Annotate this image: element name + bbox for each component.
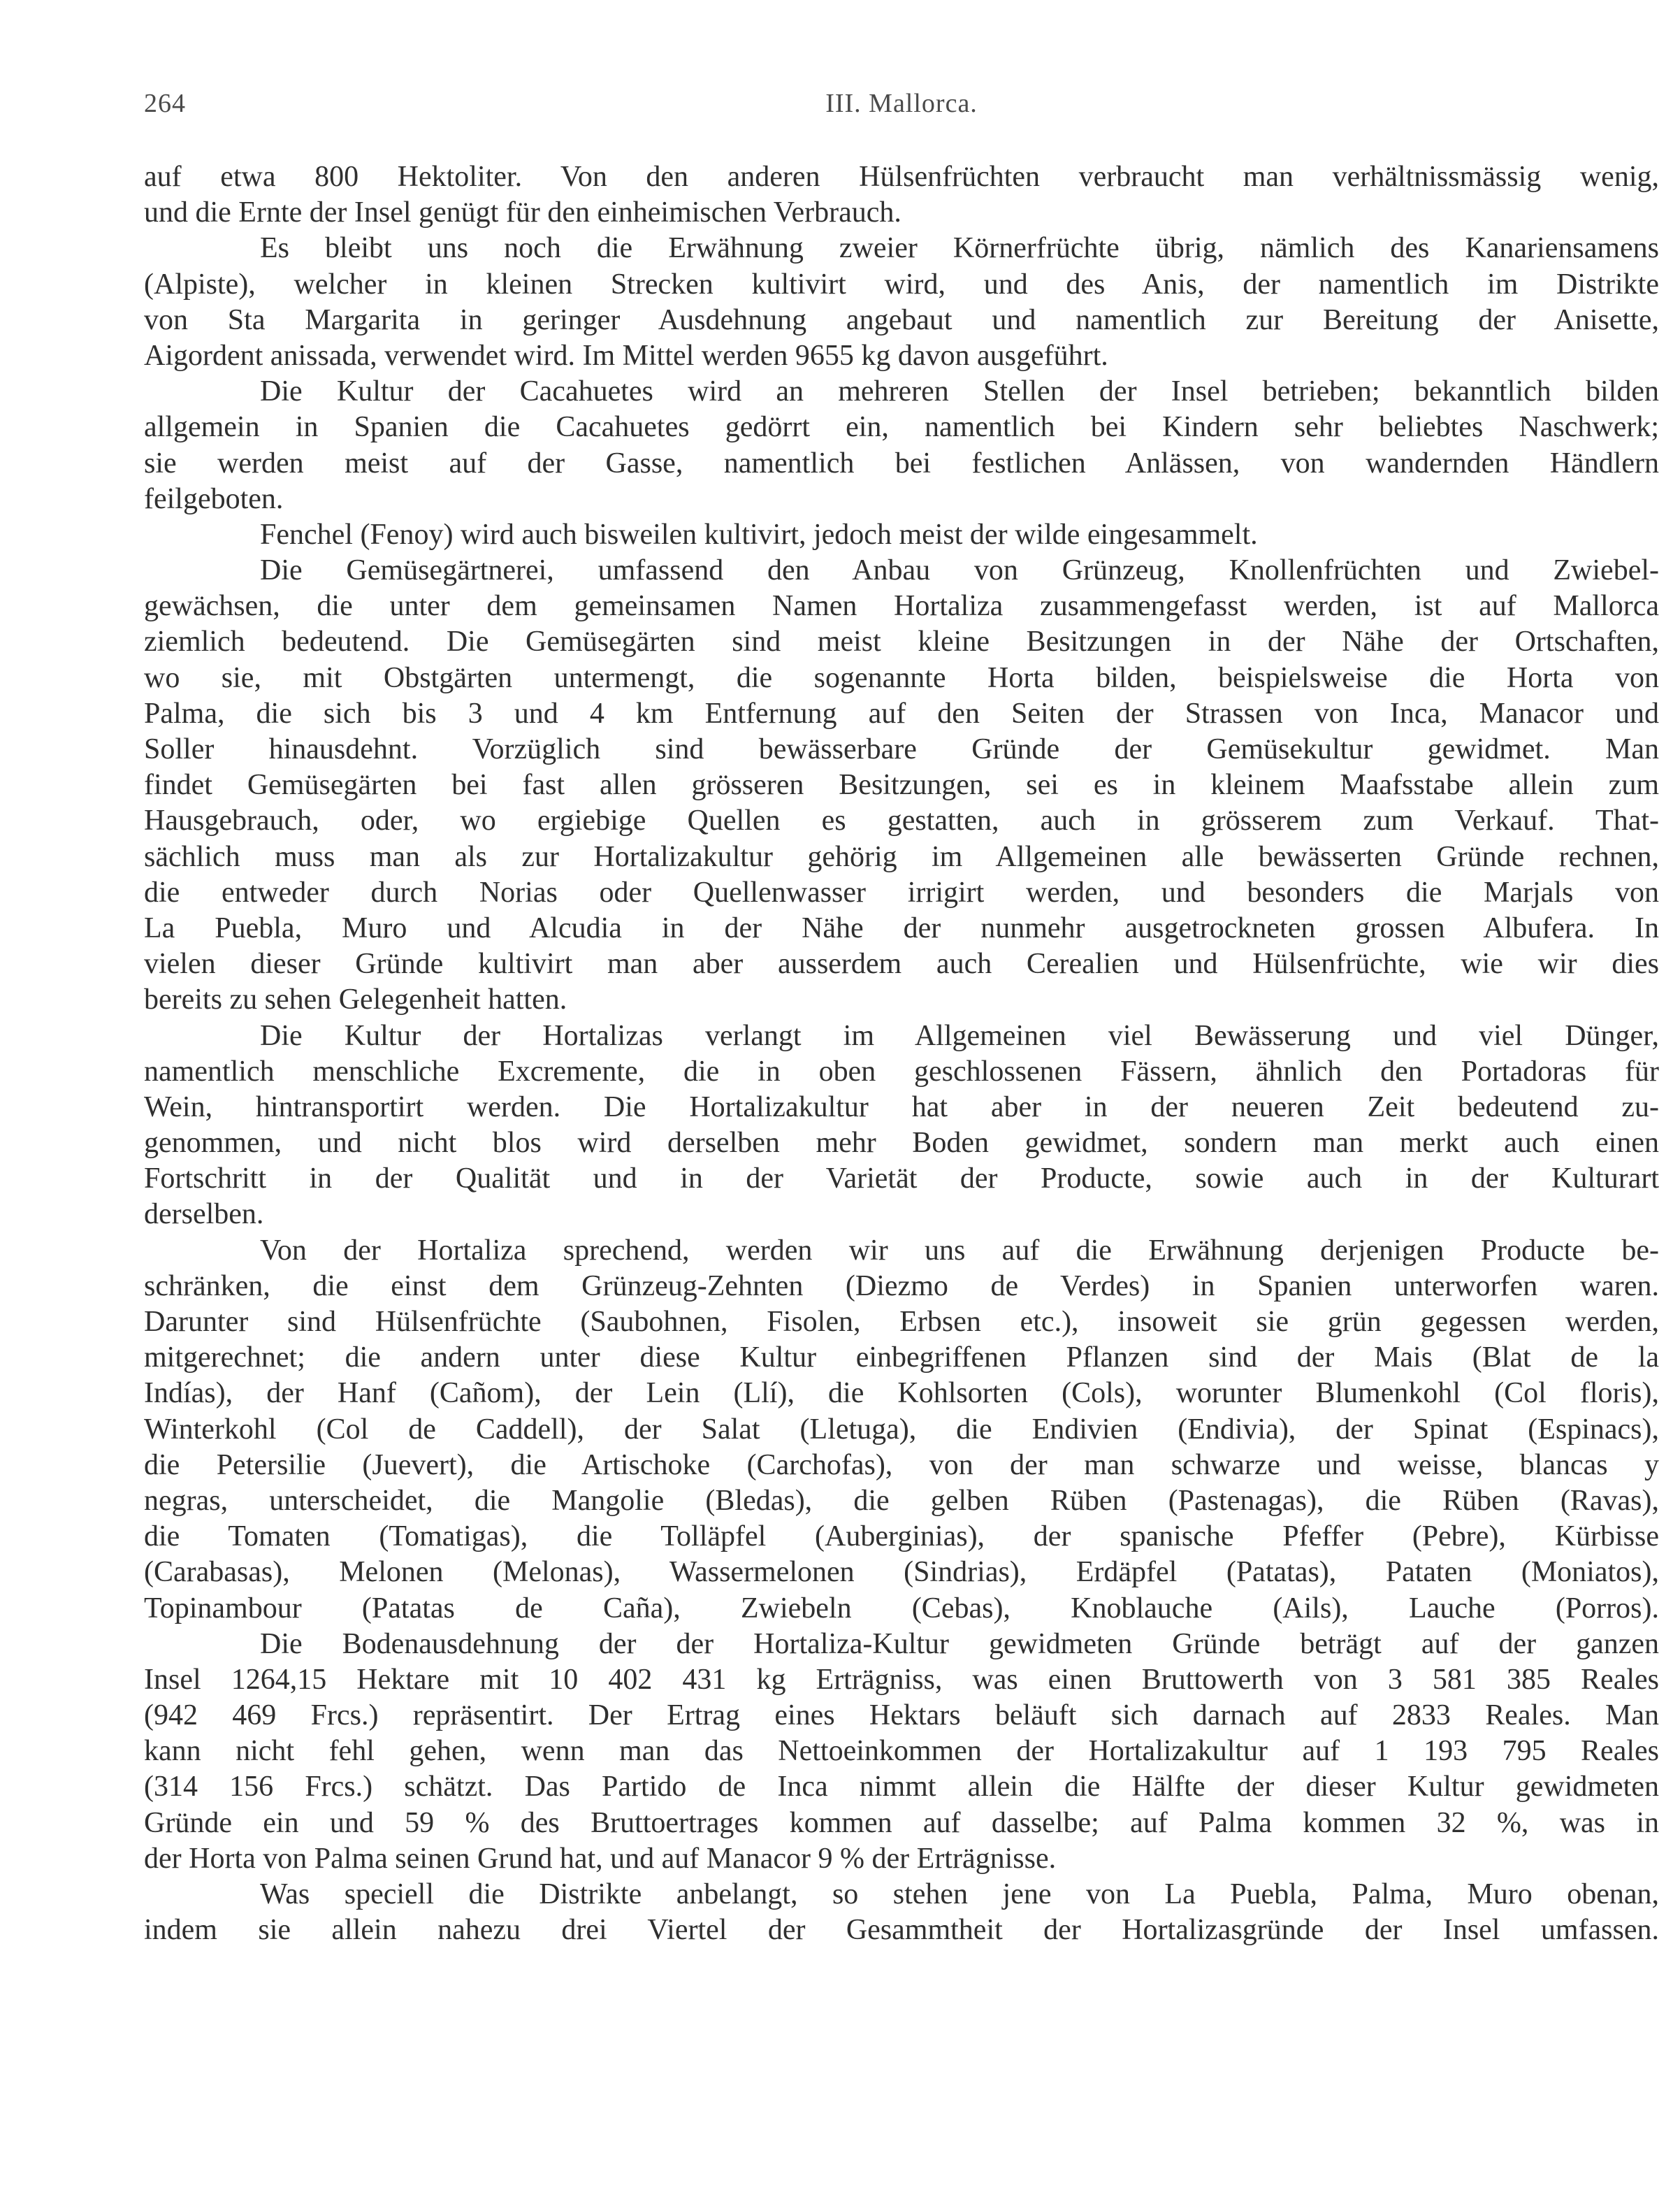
text-line: genommen, und nicht blos wird derselben mehr Boden gewidmet, sondern man merkt auch einen	[144, 1127, 1659, 1160]
text-line: auf etwa 800 Hektoliter. Von den anderen Hülsenfrüchten verbraucht man verhältnissmässig wenig,	[144, 161, 1659, 193]
text-line: mitgerechnet; die andern unter diese Kultur einbegriffenen Pflanzen sind der Mais (Blat de la	[144, 1341, 1659, 1374]
text-line: Fortschritt in der Qualität und in der Varietät der Producte, sowie auch in der Kulturart	[144, 1162, 1659, 1195]
text-line: Topinambour (Patatas de Caña), Zwiebeln (Cebas), Knoblauche (Ails), Lauche (Porros).	[144, 1592, 1659, 1625]
text-line: bereits zu sehen Gelegenheit hatten.	[144, 984, 567, 1016]
text-line: vielen dieser Gründe kultivirt man aber ausserdem auch Cerealien und Hülsenfrüchte, wie wir dies	[144, 948, 1659, 981]
text-line: Fenchel (Fenoy) wird auch bisweilen kultivirt, jedoch meist der wilde eingesammelt.	[260, 518, 1258, 551]
body-text	[144, 159, 1659, 1948]
text-line: Es bleibt uns noch die Erwähnung zweier Körnerfrüchte übrig, nämlich des Kanariensamens	[260, 232, 1659, 265]
page-number: 264	[144, 89, 186, 118]
text-line: Was speciell die Distrikte anbelangt, so stehen jene von La Puebla, Palma, Muro obenan,	[260, 1878, 1659, 1910]
text-line: Darunter sind Hülsenfrüchte (Saubohnen, Fisolen, Erbsen etc.), insoweit sie grün gegessen werden,	[144, 1306, 1659, 1338]
text-line: kann nicht fehl gehen, wenn man das Nettoeinkommen der Hortalizakultur auf 1 193 795 Reales	[144, 1735, 1659, 1768]
text-line: Insel 1264,15 Hektare mit 10 402 431 kg Erträgniss, was einen Bruttowerth von 3 581 385 Reales	[144, 1663, 1659, 1696]
text-line: findet Gemüsegärten bei fast allen grösseren Besitzungen, sei es in kleinem Maafsstabe allein zum	[144, 769, 1659, 802]
text-line: der Horta von Palma seinen Grund hat, und auf Manacor 9 % der Erträgnisse.	[144, 1842, 1057, 1875]
text-line: (Alpiste), welcher in kleinen Strecken kultivirt wird, und des Anis, der namentlich im Distrikte	[144, 268, 1659, 301]
text-line: gewächsen, die unter dem gemeinsamen Namen Hortaliza zusammengefasst werden, ist auf Mallorca	[144, 590, 1659, 623]
text-line: Indías), der Hanf (Cañom), der Lein (Llí), die Kohlsorten (Cols), worunter Blumenkohl (Col floris),	[144, 1377, 1659, 1410]
text-line: die Tomaten (Tomatigas), die Tolläpfel (Auberginias), der spanische Pfeffer (Pebre), Kürbisse	[144, 1520, 1659, 1553]
text-line: sächlich muss man als zur Hortalizakultur gehörig im Allgemeinen alle bewässerten Gründe rechnen,	[144, 840, 1659, 873]
text-line: die entweder durch Norias oder Quellenwasser irrigirt werden, und besonders die Marjals von	[144, 876, 1659, 909]
text-line: sie werden meist auf der Gasse, namentlich bei festlichen Anlässen, von wandernden Händlern	[144, 447, 1659, 480]
text-line: Die Kultur der Hortalizas verlangt im Allgemeinen viel Bewässerung und viel Dünger,	[260, 1019, 1659, 1052]
text-line: Aigordent anissada, verwendet wird. Im Mittel werden 9655 kg davon ausgeführt.	[144, 339, 1108, 372]
text-line: (Carabasas), Melonen (Melonas), Wassermelonen (Sindrias), Erdäpfel (Patatas), Pataten (Moniatos),	[144, 1556, 1659, 1589]
text-line: (942 469 Frcs.) repräsentirt. Der Ertrag eines Hektars beläuft sich darnach auf 2833 Reales. Man	[144, 1699, 1659, 1732]
text-line: feilgeboten.	[144, 482, 284, 515]
text-line: von Sta Margarita in geringer Ausdehnung angebaut und namentlich zur Bereitung der Anisette,	[144, 303, 1659, 336]
text-line: Soller hinausdehnt. Vorzüglich sind bewässerbare Gründe der Gemüsekultur gewidmet. Man	[144, 733, 1659, 765]
running-head	[144, 88, 1659, 127]
text-line: derselben.	[144, 1198, 264, 1231]
text-line: namentlich menschliche Excremente, die in oben geschlossenen Fässern, ähnlich den Portadoras für	[144, 1055, 1659, 1088]
text-line: die Petersilie (Juevert), die Artischoke (Carchofas), von der man schwarze und weisse, blancas y	[144, 1448, 1659, 1481]
text-line: und die Ernte der Insel genügt für den einheimischen Verbrauch.	[144, 196, 901, 229]
text-line: Wein, hintransportirt werden. Die Hortalizakultur hat aber in der neueren Zeit bedeutend zu-	[144, 1090, 1659, 1123]
text-line: Die Bodenausdehnung der der Hortaliza-Kultur gewidmeten Gründe beträgt auf der ganzen	[260, 1627, 1659, 1660]
text-line: negras, unterscheidet, die Mangolie (Bledas), die gelben Rüben (Pastenagas), die Rüben (Ravas),	[144, 1484, 1659, 1517]
text-line: schränken, die einst dem Grünzeug-Zehnten (Diezmo de Verdes) in Spanien unterworfen waren.	[144, 1269, 1659, 1302]
text-line: ziemlich bedeutend. Die Gemüsegärten sind meist kleine Besitzungen in der Nähe der Ortschaften,	[144, 626, 1659, 658]
text-line: La Puebla, Muro und Alcudia in der Nähe der nunmehr ausgetrockneten grossen Albufera. In	[144, 912, 1659, 944]
text-line: Die Gemüsegärtnerei, umfassend den Anbau von Grünzeug, Knollenfrüchten und Zwiebel-	[260, 554, 1659, 587]
text-line: Winterkohl (Col de Caddell), der Salat (Lletuga), die Endivien (Endivia), der Spinat (Espinacs),	[144, 1413, 1659, 1446]
text-line: Palma, die sich bis 3 und 4 km Entfernung auf den Seiten der Strassen von Inca, Manacor und	[144, 697, 1659, 730]
chapter-title: III. Mallorca.	[825, 89, 978, 118]
text-line: Gründe ein und 59 % des Bruttoertrages kommen auf dasselbe; auf Palma kommen 32 %, was in	[144, 1806, 1659, 1839]
text-line: Die Kultur der Cacahuetes wird an mehreren Stellen der Insel betrieben; bekanntlich bilden	[260, 375, 1659, 408]
text-line: (314 156 Frcs.) schätzt. Das Partido de Inca nimmt allein die Hälfte der dieser Kultur gewidmeten	[144, 1771, 1659, 1803]
text-line: Von der Hortaliza sprechend, werden wir uns auf die Erwähnung derjenigen Producte be-	[260, 1234, 1659, 1267]
text-line: indem sie allein nahezu drei Viertel der Gesammtheit der Hortalizasgründe der Insel umfassen.	[144, 1914, 1659, 1947]
text-line: allgemein in Spanien die Cacahuetes gedörrt ein, namentlich bei Kindern sehr beliebtes Naschwerk;	[144, 411, 1659, 444]
text-line: wo sie, mit Obstgärten untermengt, die sogenannte Horta bilden, beispielsweise die Horta von	[144, 661, 1659, 694]
text-line: Hausgebrauch, oder, wo ergiebige Quellen es gestatten, auch in grösserem zum Verkauf. That-	[144, 805, 1659, 837]
